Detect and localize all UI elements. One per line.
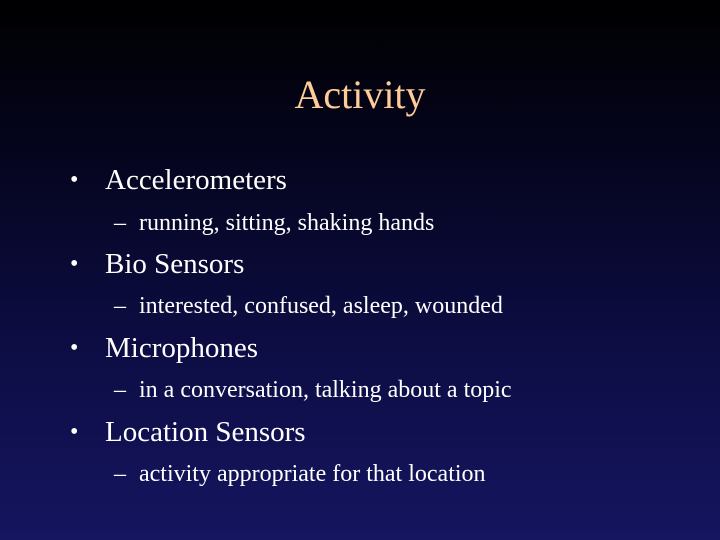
sub-marker: – [114, 293, 126, 319]
sub-text: interested, confused, asleep, wounded [139, 293, 503, 319]
bullet-marker: • [70, 251, 79, 277]
bullet-text: Bio Sensors [105, 248, 245, 280]
bullet-text: Microphones [105, 332, 259, 364]
bullet-text: Accelerometers [105, 164, 287, 196]
bullet-marker: • [70, 335, 79, 361]
slide-title: Activity [294, 72, 426, 117]
sub-text: in a conversation, talking about a topic [139, 377, 512, 403]
sub-text: activity appropriate for that location [139, 461, 486, 487]
sub-marker: – [114, 377, 126, 403]
sub-text: running, sitting, shaking hands [139, 210, 435, 236]
bullet-marker: • [70, 167, 79, 193]
sub-marker: – [114, 461, 126, 487]
sub-marker: – [114, 210, 126, 236]
bullet-marker: • [70, 419, 79, 445]
bullet-text: Location Sensors [105, 416, 306, 448]
